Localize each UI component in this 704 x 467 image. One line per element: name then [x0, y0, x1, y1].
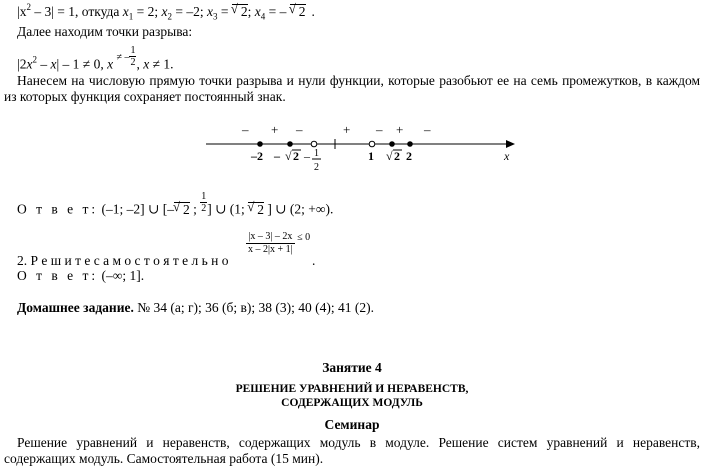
point-minus-2	[257, 141, 263, 147]
label-frac-num: 1	[314, 148, 319, 159]
paragraph-number-line-intro: Нанесем на числовую прямую точки разрыва и нули функции, которые разобьют ее на семь промежутков, в каждом из которых функция сохраняет постоянный знак.	[4, 73, 700, 104]
point-sqrt2	[389, 141, 395, 147]
task-2-line: 2. Р е ш и т е с а м о с т о я т е л ь н о	[17, 253, 229, 268]
equation-line-3: $|2x^2 - x| - 1 \ne 0$, x ≠ – $\frac{1}{2}$ , x ≠ 1.	[17, 45, 174, 72]
label-sqrt-symbol-1: √	[285, 149, 292, 163]
sign-7: –	[424, 122, 431, 137]
label-minus-sign: –	[274, 149, 280, 163]
number-line-figure	[200, 118, 520, 180]
label-axis-x: x	[504, 149, 510, 163]
label-two: 2	[406, 149, 412, 163]
equation-line-1: $|x^2 - 3| = 1$, откуда $x_1 = 2$; $x_2 = -2$; $x_3$ = √ 2; $x_4$ = – √ 2 .	[17, 4, 315, 20]
task-2-inequality: $\frac{|x - 3| - 2x}{x - 2|x + 1|}$ ≤ 0	[248, 231, 311, 255]
label-sqrt2-a: 2	[293, 149, 299, 163]
seminar-heading: Семинар	[324, 417, 380, 432]
label-minus-2: –2	[251, 149, 263, 163]
lesson-title: Занятие 4	[322, 360, 382, 375]
lesson-heading-1: РЕШЕНИЕ УРАВНЕНИЙ И НЕРАВЕНСТВ,	[235, 383, 469, 395]
label-frac-den: 2	[314, 162, 319, 173]
task-2-period: .	[312, 253, 316, 268]
label-one: 1	[368, 149, 374, 163]
point-two	[407, 141, 413, 147]
lesson-heading-2: СОДЕРЖАЩИХ МОДУЛЬ	[281, 397, 423, 409]
axis-arrow-icon	[506, 140, 515, 148]
sign-2: +	[271, 122, 279, 137]
text-line-breakpoints: Далее находим точки разрыва:	[17, 24, 193, 39]
paragraph-seminar-topics: Решение уравнений и неравенств, содержащих модуль в модуле. Решение систем уравнений и неравенств, содержащих модуль. Самостоятельная работа (15 мин).	[4, 435, 700, 466]
label-sqrt2-b: 2	[394, 149, 400, 163]
point-minus-half	[311, 141, 317, 147]
label-frac-minus: –	[304, 149, 310, 163]
label-sqrt-symbol-2: √	[386, 149, 393, 163]
point-minus-sqrt2	[287, 141, 293, 147]
answer-line-1: О т в е т: (–1; –2] ∪ [–√ 2 ; $\frac{1}{2}$ ] ∪ (1; √ 2 ] ∪ (2; +∞).	[17, 199, 333, 222]
point-one	[369, 141, 375, 147]
sign-5: –	[376, 122, 383, 137]
homework-line: Домашнее задание. № 34 (а; г); 36 (б; в); 38 (3); 40 (4); 41 (2).	[17, 300, 374, 315]
sign-6: +	[396, 122, 404, 137]
sign-4: +	[343, 122, 351, 137]
sign-1: –	[242, 122, 249, 137]
sign-3: –	[296, 122, 303, 137]
answer-line-2: О т в е т: (–∞; 1].	[17, 268, 145, 283]
